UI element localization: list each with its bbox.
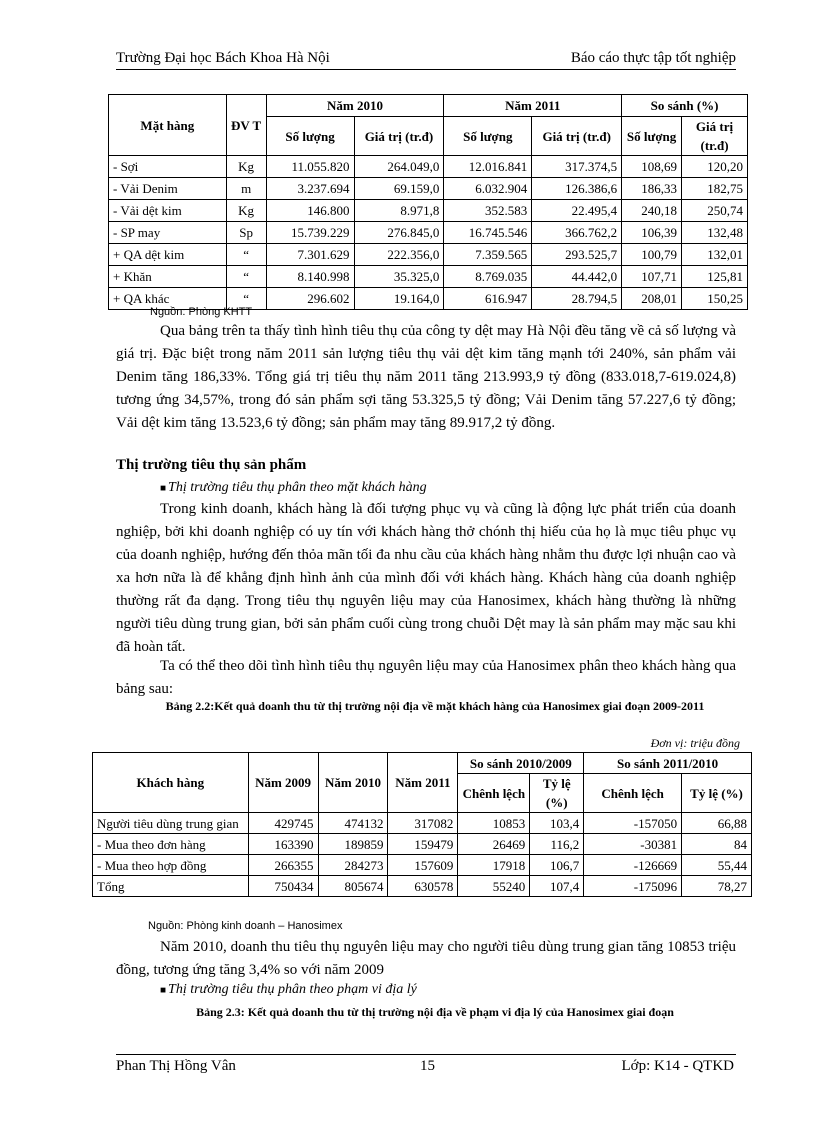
cell-cmp-qty: 186,33 (622, 178, 682, 200)
cell-cmp-value: 120,20 (682, 156, 748, 178)
cell-diff-1: 26469 (458, 834, 530, 855)
cell-value-2011: 293.525,7 (532, 244, 622, 266)
col-header-diff-2: Chênh lệch (584, 774, 682, 813)
cell-qty-2010: 11.055.820 (266, 156, 354, 178)
cell-qty-2011: 6.032.904 (444, 178, 532, 200)
cell-2009: 163390 (248, 834, 318, 855)
cell-2010: 474132 (318, 813, 388, 834)
cell-item: - Vải Denim (109, 178, 227, 200)
cell-ratio-1: 107,4 (530, 876, 584, 897)
cell-qty-2011: 8.769.035 (444, 266, 532, 288)
col-header-cmp-2010-2009: So sánh 2010/2009 (458, 753, 584, 774)
col-header-item: Mặt hàng (109, 95, 227, 156)
cell-diff-2: -157050 (584, 813, 682, 834)
table1-source: Nguồn: Phòng KHTT (150, 306, 253, 318)
table-row (109, 266, 748, 288)
page-number: 15 (420, 1058, 435, 1074)
footer-class: Lớp: K14 - QTKD (621, 1058, 734, 1074)
header-rule (116, 69, 736, 70)
cell-qty-2011: 352.583 (444, 200, 532, 222)
cell-value-2011: 317.374,5 (532, 156, 622, 178)
cell-cmp-qty: 107,71 (622, 266, 682, 288)
table-row (109, 178, 748, 200)
table-row (109, 200, 748, 222)
cell-qty-2010: 146.800 (266, 200, 354, 222)
cell-2009: 429745 (248, 813, 318, 834)
col-header-2010: Năm 2010 (266, 95, 444, 117)
paragraph-customers: Trong kinh doanh, khách hàng là đối tượng phục vụ và cũng là động lực phát triển của doanh nghiệp, bởi khi doanh nghiệp có uy tín với khách hàng thở chónh thị hiếu của họ là mục tiêu phục vụ của doanh nghiệp, hướng đến thỏa mãn tối đa nhu cầu của khách hàng nhằm thu được lợi nhuận cao và xa hơn nữa là để khẳng định hình ảnh của mình đối với khách hàng. Khách hàng của doanh nghiệp thường rất đa dạng. Trong tiêu thụ nguyên liệu may của Hanosimex, khách hàng thường là những người tiêu dùng trung gian, bởi sản phẩm cuối cùng trong chuỗi Dệt may là sản phẩm may mặc sau khi đã hoàn tất. (116, 501, 736, 655)
cell-item: - Sợi (109, 156, 227, 178)
table-row (93, 876, 752, 897)
cell-ratio-2: 84 (682, 834, 752, 855)
footer-author: Phan Thị Hồng Vân (116, 1058, 236, 1074)
cell-qty-2011: 16.745.546 (444, 222, 532, 244)
table-row (109, 244, 748, 266)
square-bullet-icon: ■ (160, 985, 167, 996)
cell-qty-2011: 12.016.841 (444, 156, 532, 178)
cell-ratio-2: 78,27 (682, 876, 752, 897)
cell-value-2010: 264.049,0 (354, 156, 444, 178)
col-header-2011: Năm 2011 (444, 95, 622, 117)
product-sales-table (108, 94, 748, 310)
section-heading: Thị trường tiêu thụ sản phẩm (116, 457, 307, 473)
col-header-unit: ĐV T (226, 95, 266, 156)
cell-value-2010: 69.159,0 (354, 178, 444, 200)
col-header-cmp-qty: Số lượng (622, 117, 682, 156)
subsection-geography-title: Thị trường tiêu thụ phân theo phạm vi địa lý (168, 982, 417, 997)
cell-diff-1: 10853 (458, 813, 530, 834)
cell-cmp-qty: 208,01 (622, 288, 682, 310)
col-header-qty-2011: Số lượng (444, 117, 532, 156)
cell-ratio-2: 55,44 (682, 855, 752, 876)
table2-source: Nguồn: Phòng kinh doanh – Hanosimex (148, 920, 343, 932)
col-header-cmp-value: Giá trị (tr.đ) (682, 117, 748, 156)
cell-item: - SP may (109, 222, 227, 244)
table-row (93, 834, 752, 855)
cell-ratio-1: 116,2 (530, 834, 584, 855)
col-header-cmp-2011-2010: So sánh 2011/2010 (584, 753, 752, 774)
cell-value-2010: 276.845,0 (354, 222, 444, 244)
cell-qty-2010: 3.237.694 (266, 178, 354, 200)
cell-cmp-qty: 108,69 (622, 156, 682, 178)
col-header-value-2010: Giá trị (tr.đ) (354, 117, 444, 156)
cell-value-2010: 19.164,0 (354, 288, 444, 310)
table2-caption: Bảng 2.2:Kết quả doanh thu từ thị trường nội địa về mặt khách hàng của Hanosimex giai đoạn 2009-2011 (165, 699, 705, 713)
subsection-customer-title: Thị trường tiêu thụ phân theo mặt khách hàng (168, 480, 427, 495)
cell-diff-2: -126669 (584, 855, 682, 876)
cell-value-2011: 28.794,5 (532, 288, 622, 310)
cell-cmp-value: 250,74 (682, 200, 748, 222)
cell-value-2011: 126.386,6 (532, 178, 622, 200)
paragraph-intro-table2: Ta có thể theo dõi tình hình tiêu thụ nguyên liệu may của Hanosimex phân theo khách hàng qua bảng sau: (116, 658, 736, 697)
subsection-geography (160, 982, 417, 998)
cell-cmp-value: 182,75 (682, 178, 748, 200)
cell-unit: Kg (226, 200, 266, 222)
cell-diff-2: -30381 (584, 834, 682, 855)
cell-customer: Tổng (93, 876, 249, 897)
col-header-diff-1: Chênh lệch (458, 774, 530, 813)
table-row (109, 222, 748, 244)
square-bullet-icon: ■ (160, 483, 167, 494)
cell-item: - Vải dệt kim (109, 200, 227, 222)
customer-revenue-table (92, 752, 752, 897)
cell-unit: “ (226, 266, 266, 288)
col-header-ratio-2: Tỷ lệ (%) (682, 774, 752, 813)
cell-2010: 284273 (318, 855, 388, 876)
cell-diff-1: 17918 (458, 855, 530, 876)
cell-cmp-qty: 106,39 (622, 222, 682, 244)
cell-item: + QA dệt kim (109, 244, 227, 266)
col-header-ratio-1: Tỷ lệ (%) (530, 774, 584, 813)
cell-2010: 189859 (318, 834, 388, 855)
cell-unit: Kg (226, 156, 266, 178)
cell-unit: “ (226, 244, 266, 266)
col-header-qty-2010: Số lượng (266, 117, 354, 156)
cell-2011: 157609 (388, 855, 458, 876)
cell-unit: “ (226, 288, 266, 310)
cell-ratio-2: 66,88 (682, 813, 752, 834)
col-header-2010: Năm 2010 (318, 753, 388, 813)
cell-value-2011: 366.762,2 (532, 222, 622, 244)
cell-value-2011: 44.442,0 (532, 266, 622, 288)
cell-cmp-value: 125,81 (682, 266, 748, 288)
cell-customer: - Mua theo đơn hàng (93, 834, 249, 855)
subsection-customer (160, 480, 427, 496)
cell-qty-2011: 7.359.565 (444, 244, 532, 266)
cell-item: + QA khác (109, 288, 227, 310)
cell-customer: Người tiêu dùng trung gian (93, 813, 249, 834)
col-header-2011: Năm 2011 (388, 753, 458, 813)
cell-value-2010: 222.356,0 (354, 244, 444, 266)
table-row (109, 156, 748, 178)
cell-cmp-qty: 100,79 (622, 244, 682, 266)
cell-unit: m (226, 178, 266, 200)
cell-cmp-value: 132,48 (682, 222, 748, 244)
cell-cmp-value: 132,01 (682, 244, 748, 266)
paragraph-2010-revenue: Năm 2010, doanh thu tiêu thụ nguyên liệu may cho người tiêu dùng trung gian tăng 10853 triệu đồng, tương ứng tăng 3,4% so với năm 2009 (116, 939, 736, 978)
cell-unit: Sp (226, 222, 266, 244)
cell-qty-2010: 8.140.998 (266, 266, 354, 288)
cell-2009: 266355 (248, 855, 318, 876)
cell-value-2010: 35.325,0 (354, 266, 444, 288)
cell-item: + Khăn (109, 266, 227, 288)
cell-2009: 750434 (248, 876, 318, 897)
footer-rule (116, 1054, 736, 1055)
cell-value-2010: 8.971,8 (354, 200, 444, 222)
cell-diff-1: 55240 (458, 876, 530, 897)
cell-diff-2: -175096 (584, 876, 682, 897)
table3-caption: Bảng 2.3: Kết quả doanh thu từ thị trường nội địa về phạm vi địa lý của Hanosimex giai đoạn (196, 1005, 674, 1019)
col-header-customer: Khách hàng (93, 753, 249, 813)
cell-2011: 630578 (388, 876, 458, 897)
cell-2011: 317082 (388, 813, 458, 834)
col-header-compare: So sánh (%) (622, 95, 748, 117)
col-header-value-2011: Giá trị (tr.đ) (532, 117, 622, 156)
table-row (93, 855, 752, 876)
cell-customer: - Mua theo hợp đồng (93, 855, 249, 876)
table2-unit: Đơn vị: triệu đồng (650, 736, 740, 750)
cell-ratio-1: 106,7 (530, 855, 584, 876)
table-row (93, 813, 752, 834)
cell-qty-2010: 7.301.629 (266, 244, 354, 266)
header-report-title: Báo cáo thực tập tốt nghiệp (570, 50, 736, 66)
cell-ratio-1: 103,4 (530, 813, 584, 834)
cell-2010: 805674 (318, 876, 388, 897)
cell-qty-2010: 296.602 (266, 288, 354, 310)
cell-qty-2010: 15.739.229 (266, 222, 354, 244)
cell-cmp-value: 150,25 (682, 288, 748, 310)
col-header-2009: Năm 2009 (248, 753, 318, 813)
cell-value-2011: 22.495,4 (532, 200, 622, 222)
cell-cmp-qty: 240,18 (622, 200, 682, 222)
cell-2011: 159479 (388, 834, 458, 855)
header-school: Trường Đại học Bách Khoa Hà Nội (116, 50, 330, 66)
paragraph-sales-summary: Qua bảng trên ta thấy tình hình tiêu thụ của công ty dệt may Hà Nội đều tăng về cả số lượng và giá trị. Đặc biệt trong năm 2011 sản lượng tiêu thụ vải dệt kim tăng mạnh tới 240%, sản phẩm vải Denim tăng 186,33%. Tổng giá trị tiêu thụ năm 2011 tăng 213.993,9 tỷ đồng (833.018,7-619.024,8) tương ứng 34,57%, trong đó sản phẩm sợi tăng 53.325,5 tỷ đồng; Vải Denim tăng 57.227,6 tỷ đồng; Vải dệt kim tăng 13.523,6 tỷ đồng; sản phẩm may tăng 89.917,2 tỷ đồng. (116, 323, 736, 431)
cell-qty-2011: 616.947 (444, 288, 532, 310)
